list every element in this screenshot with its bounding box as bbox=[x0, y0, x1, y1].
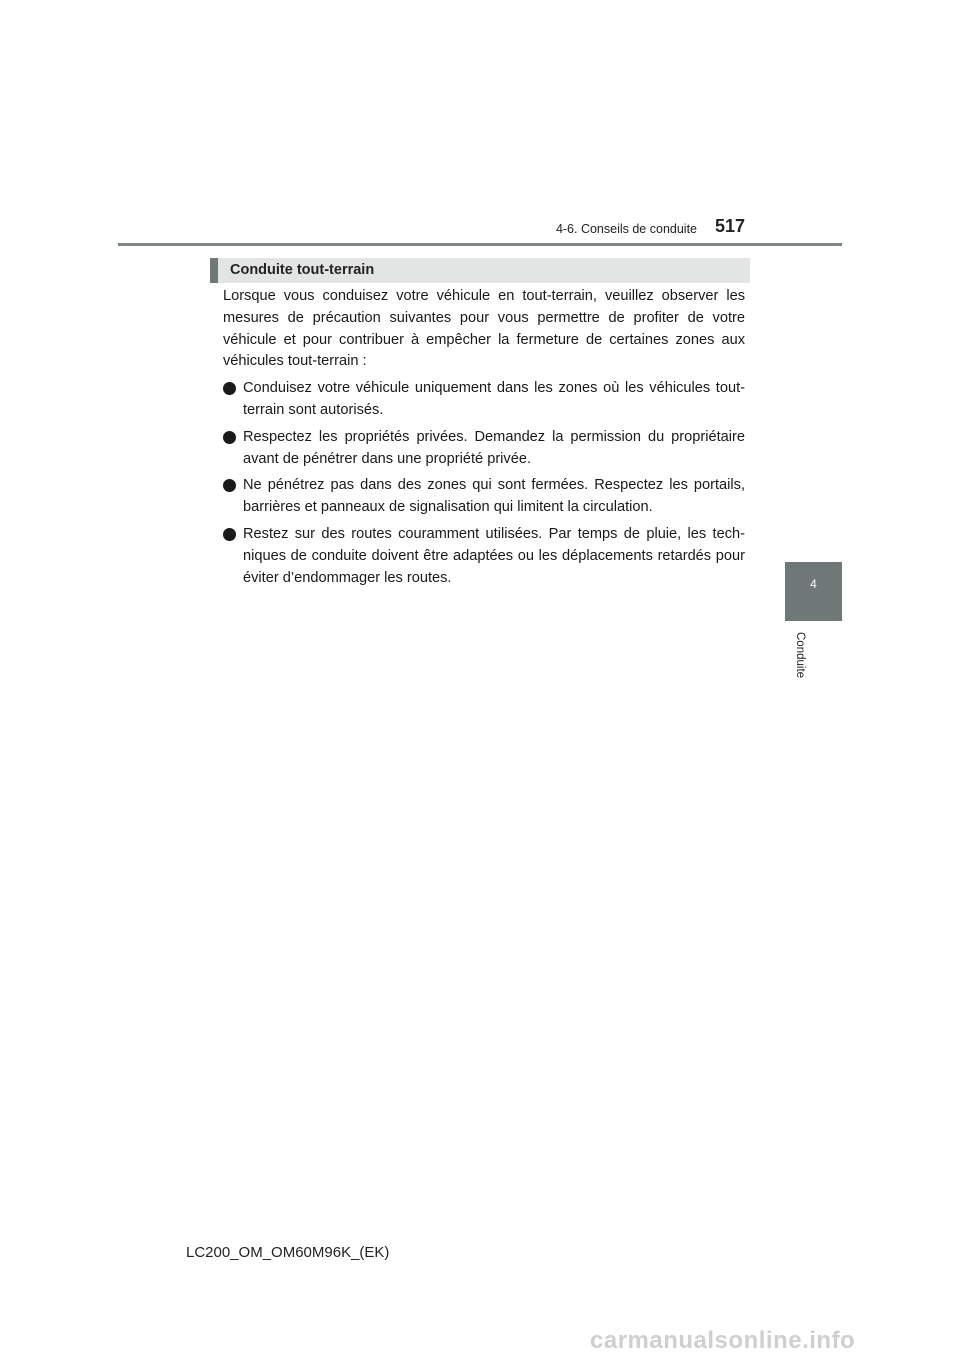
chapter-tab bbox=[785, 562, 842, 621]
section-path: 4-6. Conseils de conduite bbox=[555, 222, 697, 236]
chapter-tab-label: Conduite bbox=[794, 632, 806, 679]
section-content bbox=[223, 286, 745, 594]
bullet-icon bbox=[223, 479, 236, 492]
list-item bbox=[223, 475, 745, 519]
page-header bbox=[0, 0, 960, 250]
list-item bbox=[223, 524, 745, 589]
watermark: carmanualsonline.info bbox=[590, 1327, 856, 1354]
precaution-list bbox=[223, 378, 745, 589]
list-item bbox=[223, 427, 745, 471]
list-item-text: Restez sur des routes couramment utilisées. Par temps de pluie, les tech-niques de conduite doivent être adaptées ou les déplacements retardés pour éviter d’endommager les routes. bbox=[243, 525, 745, 586]
bullet-icon bbox=[223, 431, 236, 444]
chapter-tab-number: 4 bbox=[810, 577, 817, 591]
bullet-icon bbox=[223, 382, 236, 395]
document-code: LC200_OM_OM60M96K_(EK) bbox=[186, 1244, 390, 1261]
section-heading bbox=[210, 258, 750, 283]
header-rule bbox=[118, 243, 842, 246]
bullet-icon bbox=[223, 528, 236, 541]
intro-paragraph: Lorsque vous conduisez votre véhicule en tout-terrain, veuillez observer les mesures de précaution suivantes pour vous permettre de profiter de votre véhicule et pour contribuer à empêcher la fermeture de certaines zones aux véhicules tout-terrain : bbox=[223, 288, 745, 370]
page-number: 517 bbox=[715, 216, 746, 236]
list-item-text: Respectez les propriétés privées. Demandez la permission du propriétaire avant de pénétrer dans une propriété privée. bbox=[243, 428, 745, 467]
list-item-text: Ne pénétrez pas dans des zones qui sont fermées. Respectez les portails, barrières et panneaux de signalisation qui limitent la circulation. bbox=[243, 477, 745, 516]
list-item bbox=[223, 378, 745, 422]
section-title: Conduite tout-terrain bbox=[230, 262, 375, 278]
list-item-text: Conduisez votre véhicule uniquement dans les zones où les véhicules tout-terrain sont autorisés. bbox=[243, 380, 745, 418]
